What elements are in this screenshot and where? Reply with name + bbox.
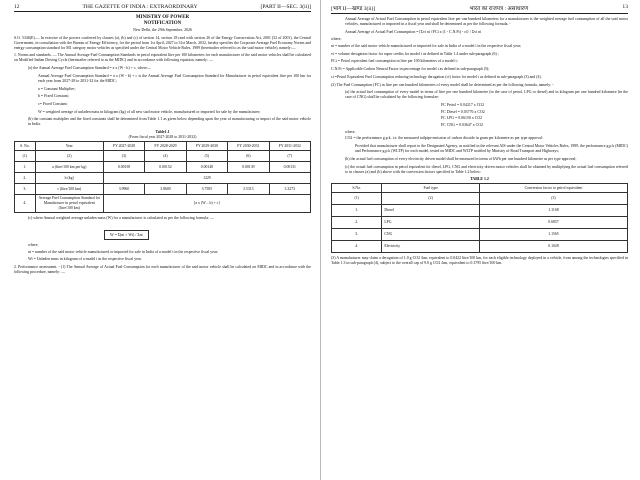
table-cell: 0.00131 — [269, 161, 310, 172]
table-header: S.No. — [332, 184, 382, 193]
norms-table — [14, 141, 311, 212]
definition-cnf: C.N.Fi = Applicable Carbon Neutral Factor in percentage for model i as defined in sub-paragraph (5); — [331, 67, 490, 72]
table-cell: 2. — [332, 217, 382, 229]
table-row — [15, 194, 311, 212]
table-cell: 0.00152 — [145, 161, 186, 172]
table-header: FY 2029-2030 — [186, 142, 227, 151]
table-header: S. No. — [15, 142, 36, 151]
fc-cng-formula: FC CNG = 0.03647 x CO2 — [441, 122, 483, 127]
table-cell: 0.00158 — [103, 161, 144, 172]
table-cell: (5) — [186, 150, 227, 161]
table-cell: CNG — [382, 229, 480, 241]
part-section: [भाग II—खण्ड 3(ii)] — [331, 6, 376, 12]
table-cell: 3.7585 — [186, 183, 227, 194]
table-header: FY 2028-2029 — [145, 142, 186, 151]
gazette-title: भारत का राजपत्र : असाधारण — [469, 6, 529, 12]
table-cell: a (litre/100 km per kg) — [35, 161, 103, 172]
table-header: Year — [35, 142, 103, 151]
table-row — [332, 205, 628, 217]
table-header: FY 2027-2028 — [103, 142, 144, 151]
notification-heading: NOTIFICATION — [143, 21, 182, 27]
variable-b: b = Fixed Constant; — [38, 94, 69, 99]
right-page — [320, 0, 640, 480]
definition-vi: vi = volume derogation factor for super credits for model i as defined in Table 1.4 under sub-paragraph (6) ; — [331, 51, 499, 56]
table-row — [332, 217, 628, 229]
table-cell: 1229 — [103, 172, 310, 183]
table-title: TABLE 1.2 — [470, 177, 489, 182]
intro-paragraph: S.O. 5346(E).— In exercise of the powers conferred by clauses (a), (b) and (c) of section 14, section 18 read with section 26 of the Energy Conservation Act, 2001 (52 of 2001), the Central Government, in consultation with the Bureau of Energy Efficiency, for the period from 1st April, 2027 to 31st March, 2032, hereby specifies the Corporate Average Fuel Economy Norms and energy consumption standard for M1 category motor vehicles as specified under the Central Motor Vehicle Rules, 1989 (hereinafter referred to as the said motor vehicle), namely:— — [14, 35, 311, 50]
page-number: 12 — [14, 4, 20, 10]
fc-paragraph: (2) The Fuel Consumption (FC) in litre per one hundred kilometres of every model shall be determined as per the following formula, namely: - — [331, 82, 554, 87]
table-cell: 0.6857 — [479, 217, 627, 229]
table-cell: Diesel — [382, 205, 480, 217]
table-cell: 3.9960 — [103, 183, 144, 194]
table-cell: 3. — [332, 229, 382, 241]
clause-a: (a) the actual fuel consumption of every model in terms of litre per one hundred kilometre (in the case of petrol, LPG or diesel) and in kilogram per one hundred kilometre (in the case of CNG) shall be calculated by the following formulae: — [345, 90, 628, 100]
table-row — [332, 241, 628, 253]
clause-c: (c) the actual fuel consumption in petrol equivalent for diesel, LPG, CNG and electricity driven motor vehicles shall be obtained by multiplying the actual fuel consumption referred to in clauses (a) and (b) above with the conversion factors specified in Table 1.2 below: — [345, 164, 628, 174]
table-cell: 4. — [332, 241, 382, 253]
ministry-name: MINISTRY OF POWER — [135, 15, 190, 20]
table-row — [15, 172, 311, 183]
where-label: where, — [345, 129, 356, 134]
clause-a: (a) the Annual Average Fuel Consumption Standard = a x (W - b) + c, where— — [28, 66, 151, 71]
date-line: New Delhi, the 29th September, 2026 — [133, 27, 192, 32]
main-formula: Annual Average of Actual Fuel Consumption = [Σvi ni {FCi x (1 - C.N.Fi) - ci} / Σvi ni — [345, 29, 482, 34]
table-row — [332, 229, 628, 241]
table-cell: Average Fuel Consumption Standard for Manufacturer in petrol equivalent (litre/100 km) — [35, 194, 103, 212]
fc-formulae — [441, 103, 628, 128]
table-cell: 1. — [15, 161, 36, 172]
definition-ni: ni = number of the said motor vehicle manufactured or imported for sale in India of a model i in the respective fiscal year; — [331, 44, 522, 49]
table-cell: Electricity — [382, 241, 480, 253]
table-cell: 0.1028 — [479, 241, 627, 253]
proviso: Provided that manufacturer shall report to the Designated Agency, as notified in the relevant AIS under the Central Motor Vehicles Rules, 1989, the performance g.p.k (MIDC) and Performance g.p.k (WLTP) for each model, tested on MIDC and WLTP notified by Ministry of Road Transport and Highways; — [355, 144, 628, 154]
fc-diesel-formula: FC Diesel = 0.03776 x CO2 — [441, 109, 485, 114]
table-row — [15, 161, 311, 172]
table-cell: 3. — [15, 183, 36, 194]
table-cell: (1) — [15, 150, 36, 161]
table-title: Table1.1 — [155, 130, 170, 135]
table-cell: (3) — [103, 150, 144, 161]
table-cell: (2) — [382, 193, 480, 205]
clause-b: (b) the actual fuel consumption of every electricity driven model shall be measured in terms of kWh per one hundred kilometre as per type approval; — [345, 156, 577, 161]
fc-petrol-formula: FC Petrol = 0.04217 x CO2 — [441, 102, 485, 107]
table-header: Conversion factor to petrol equivalent — [479, 184, 627, 193]
wi-definition: Wi = Unladen mass in kilogram of a model i in the respective fiscal year. — [28, 257, 142, 262]
part-section: [PART II—SEC. 3(ii)] — [260, 4, 311, 10]
table-cell: (2) — [35, 150, 103, 161]
table-cell: 0.00148 — [186, 161, 227, 172]
fc-lpg-formula: FC LPG = 0.06150 x CO2 — [441, 116, 483, 121]
clause-b: (b) the constant multiplier and the fixed constants shall be determined from Table 1.1 as given below depending upon the year of manufacturing or import of the said motor vehicle in India. — [28, 117, 311, 127]
table-cell: 1.1565 — [479, 229, 627, 241]
table-cell: (3) — [479, 193, 627, 205]
page-number: 13 — [622, 4, 628, 10]
table-cell: LPG — [382, 217, 480, 229]
table-header: FY 2030-2031 — [228, 142, 269, 151]
variable-w: W = weighted average of unladen mass in kilogram (kg) of all new said motor vehicle, manufactured or imported for sale by the manufacturer; — [38, 109, 261, 114]
table-cell: b (kg) — [35, 172, 103, 183]
where-label: where, — [331, 37, 342, 42]
table-cell: 4. — [15, 194, 36, 212]
table-cell: (1) — [332, 193, 382, 205]
page-header — [14, 4, 311, 12]
where-label: where, — [28, 243, 39, 248]
table-row — [15, 183, 311, 194]
ni-definition: ni = number of the said motor vehicle manufactured or imported for sale in India of a model i in the respective fiscal year; — [28, 249, 219, 254]
table-header: FY 2031-2032 — [269, 142, 310, 151]
table-cell: [a x (W – b) + c] — [103, 194, 310, 212]
table-cell: 3.8600 — [145, 183, 186, 194]
table-row — [332, 193, 628, 205]
table-header-row — [15, 142, 311, 151]
table-cell: (6) — [228, 150, 269, 161]
variable-c: c= Fixed Constant; — [38, 102, 68, 106]
table-cell: 3.5313 — [228, 183, 269, 194]
performance-paragraph: 2. Performance assessment. - (1) The Annual Average of Actual Fuel Consumption for each manufacturer of the said motor vehicle shall be calculated on MIDC and in accordance with the following procedure, namely: — — [14, 264, 311, 274]
clause-c: (c) where Annual weighted average unladen mass (W) for a manufacturer is calculated as per the following formula: — — [28, 215, 215, 220]
gazette-title: THE GAZETTE OF INDIA : EXTRAORDINARY — [82, 4, 198, 10]
table-subtitle: (From fiscal year 2027-2028 to 2031-2032) — [128, 135, 197, 140]
table-header: Fuel type — [382, 184, 480, 193]
w-formula: W = Σ(ni × Wi) / Σni — [104, 230, 149, 240]
definition-fci: FCi = Petrol equivalent fuel consumption in litre per 100 kilometers of a model i; — [331, 59, 458, 64]
table-header-row — [332, 184, 628, 193]
table-cell: 2. — [15, 172, 36, 183]
table-cell: (7) — [269, 150, 310, 161]
co2-definition: CO2 = the performance g.p.k. i.e. the measured tailpipe emission of carbon dioxide in gram per kilometre as per type approval: — [345, 136, 544, 141]
conversion-table — [331, 183, 628, 253]
table-cell: 1. — [332, 205, 382, 217]
equation-definition: Annual Average Fuel Consumption Standard = a x (W - b) + c is the Annual Average Fuel Consumption Standard for Manufacturer in petrol equivalent litre per 100 km for each year from 2027-28 to 2031-32 for the MIDC; — [38, 73, 311, 83]
derogation-paragraph: (3) A manufacturer may claim a derogation of 1.0 g CO2 /km, equivalent to 0.0422 litre/100 km, for each eligible technology deployed in a vehicle, from among the technologies specified in Table 1.3 in sub-paragraph (4), subject to the overall cap of 9.0 g CO2 /km, equivalent to 0.3795 litre/100 km. — [331, 256, 628, 266]
variable-a: a = Constant Multiplier; — [38, 86, 76, 91]
table-row — [15, 150, 311, 161]
norms-paragraph: 1. Norms and standards. — The Annual Average Fuel Consumption Standards in petrol equivalent litre per 100 kilometres for each manufacturer of the said motor vehicles shall be calculated on Modified Indian Driving Cycle (hereinafter referred to as the MIDC) and in accordance with following equation, namely: — — [14, 53, 311, 63]
table-cell: 1.1168 — [479, 205, 627, 217]
average-consumption-paragraph: Annual Average of Actual Fuel Consumption in petrol equivalent litre per one hundred kilometers for a manufacturer is the weighted average fuel consumption of all the said motor vehicles, manufactured or imported in a fiscal year and shall be determined as per the following formula, - — [345, 17, 628, 27]
table-cell: 3.3273 — [269, 183, 310, 194]
table-cell: (4) — [145, 150, 186, 161]
table-cell: 0.00139 — [228, 161, 269, 172]
definition-ci: ci =Petrol Equivalent Fuel Consumption reducing technology derogation (ci) factor for model i as defined in sub-paragraph (3) and (4). — [331, 74, 542, 79]
table-cell: c (litre/100 km) — [35, 183, 103, 194]
page-header — [331, 4, 628, 14]
